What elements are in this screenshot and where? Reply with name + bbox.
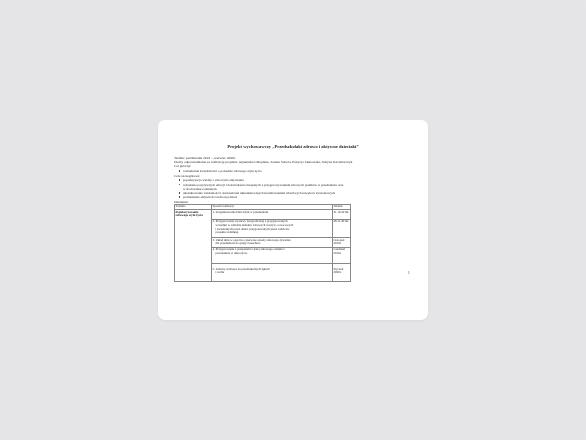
method-line: przedszkola w dniu życia. <box>215 251 248 256</box>
specific-goal-item: popularyzacja wiedzy o zdrowym odżywianiu <box>183 178 244 182</box>
document-title: Projekt wychowawczy „Przedszkolaki zdrowo i aktywne dzieciaki” <box>227 144 359 149</box>
table-header-cell: Sposób realizacji <box>211 205 332 210</box>
term-text: 28.11.2019r. <box>333 219 349 224</box>
method-line: 5. Zabawy ruchowe na przedszkolnych łąkach <box>212 266 270 271</box>
specific-goal-item: ukształtowanie wiadomości i doświadczeń ukierunkowanych kształtowaniem właściwych nawyków żywieniowych <box>183 191 336 195</box>
actions-table <box>174 204 352 282</box>
method-line: i ruchu <box>215 270 225 275</box>
method-line: i świadomych przez dzieci przygotowanych przez rodziców <box>215 226 290 231</box>
method-cell <box>211 238 332 248</box>
method-cell <box>211 263 332 282</box>
main-goal-label: Cel główny: <box>174 164 192 168</box>
specific-goal-item: wdrażanie pozytywnych emocji i doświadczeń związanych z przygotowywaniem zdrowych posiłków w przedszkolu oraz <box>183 182 344 187</box>
term-cell <box>332 263 351 282</box>
term-cell <box>332 238 351 248</box>
document-page <box>158 120 428 320</box>
method-line: 4. Przygotowanie z przepisami z kartą zdrowego odziału z <box>212 247 285 252</box>
term-line: Termin: październik 2019 – czerwiec 2020r. <box>174 156 236 160</box>
method-line: 2. Przygotowanie wystawy fotograficznej z przygotowanych <box>212 219 288 224</box>
actions-label: Działania: <box>174 199 189 204</box>
term-text: 2019r. <box>333 251 342 256</box>
term-cell <box>332 210 351 220</box>
term-text: Styczeń <box>333 266 344 271</box>
main-goal-item: rozbudzanie świadomości o potrzebie zdrowego stylu życia <box>183 169 262 173</box>
method-line: 3. Układ dniu w oparciu o pierwsze zasady zdrowego żywienia <box>212 237 291 242</box>
specific-goal-item: podniesienie aktywności ruchowej dzieci <box>183 195 238 199</box>
persons-line: Osoby odpowiedzialne za realizację projektu: Agnieszka Chłopiska, Joanna Sobera, Patrycja Jankowska, Justyna Kaczmarczyk <box>174 160 353 164</box>
specific-goals-label: Cele szczegółowe: <box>174 173 201 178</box>
specific-goal-item-continued: w środowisku rodzinnym <box>183 186 217 191</box>
term-text: Grudzień <box>333 247 346 252</box>
method-cell <box>211 219 332 238</box>
method-cell <box>211 210 332 220</box>
term-text: 2019r. <box>333 241 342 246</box>
method-line: 1. Zorganizowanie Dnia Dyni w przedszkolu <box>212 209 269 214</box>
method-line: projektu rodzinnej. <box>215 230 240 235</box>
method-line: w kuchni w oddziale składów zdrowych warzyw i owocowych <box>215 222 294 227</box>
term-cell <box>332 248 351 264</box>
term-text: Listopad <box>333 237 345 242</box>
term-cell <box>332 219 351 238</box>
table-header-cell: Termin <box>332 205 351 210</box>
table-header-cell: Zadania <box>174 205 211 210</box>
task-cell: Popularyzowanie zdrowego stylu życia <box>174 210 211 282</box>
term-text: 31.10.2019r. <box>333 209 350 214</box>
method-line: dla przedszkola do grupy Łasuchów. <box>215 241 261 246</box>
table-row <box>174 210 351 220</box>
page-number: 1 <box>408 271 410 275</box>
term-text: 2020r. <box>333 270 342 275</box>
method-cell <box>211 248 332 264</box>
